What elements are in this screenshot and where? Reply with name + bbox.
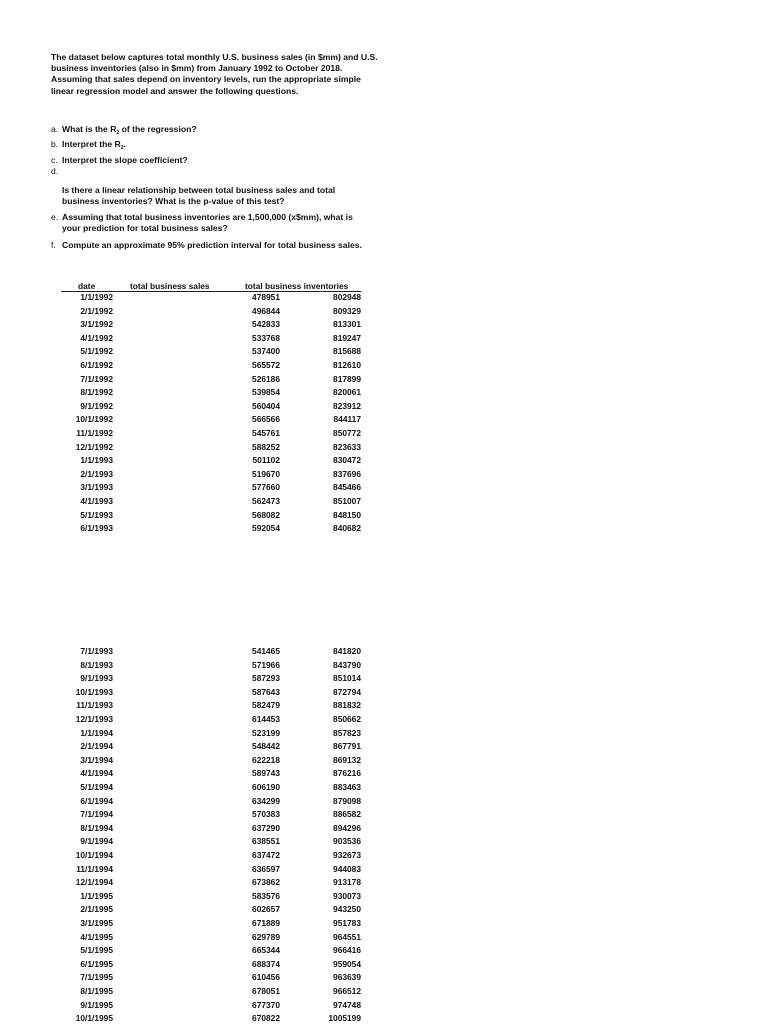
cell-date: 4/1/1995 [80, 931, 113, 942]
cell-date: 8/1/1995 [80, 986, 113, 996]
cell-inventories: 841820 [333, 646, 361, 656]
table-row [51, 305, 361, 319]
table-row [51, 795, 361, 809]
cell-date: 12/1/1992 [75, 441, 113, 452]
cell-inventories: 963639 [333, 972, 361, 983]
cell-inventories: 809329 [333, 305, 361, 316]
table-row [51, 890, 361, 904]
table-row [51, 659, 361, 673]
cell-sales: 665344 [252, 945, 280, 956]
cell-sales: 560404 [252, 400, 280, 411]
cell-sales: 478951 [252, 292, 280, 302]
question-text-main: Is there a linear relationship between total business sales and total business inventories? What is the p-value of this test? [62, 185, 336, 206]
cell-inventories: 951783 [333, 918, 361, 928]
cell-date: 6/1/1995 [80, 958, 113, 969]
cell-date: 3/1/1993 [80, 482, 113, 493]
table-row [51, 318, 361, 332]
cell-inventories: 857823 [333, 727, 361, 738]
question-text [62, 240, 372, 255]
question-subscript: 2 [116, 130, 120, 136]
cell-sales: 565572 [252, 360, 280, 370]
cell-inventories: 843790 [333, 659, 361, 670]
table-row [51, 345, 361, 359]
cell-inventories: 903536 [333, 836, 361, 847]
table-row [51, 999, 361, 1013]
cell-date: 5/1/1993 [80, 509, 113, 520]
cell-sales: 636597 [252, 863, 280, 874]
question-text [62, 212, 372, 238]
cell-inventories: 823912 [333, 400, 361, 411]
question-text [62, 124, 372, 139]
cell-sales: 589743 [252, 768, 280, 779]
cell-date: 2/1/1993 [80, 468, 113, 479]
cell-date: 2/1/1992 [80, 305, 113, 316]
cell-date: 2/1/1995 [80, 904, 113, 915]
cell-inventories: 845466 [333, 482, 361, 493]
table-row [51, 822, 361, 836]
cell-date: 3/1/1994 [80, 754, 113, 765]
cell-date: 12/1/1994 [75, 877, 113, 888]
cell-sales: 638551 [252, 836, 280, 847]
table-row [51, 727, 361, 741]
cell-sales: 542833 [252, 319, 280, 330]
cell-date: 10/1/1994 [75, 850, 113, 860]
cell-date: 6/1/1992 [80, 360, 113, 370]
cell-date: 5/1/1995 [80, 945, 113, 956]
table-row [51, 400, 361, 414]
cell-date: 10/1/1992 [75, 414, 113, 425]
cell-sales: 629789 [252, 931, 280, 942]
table-row [51, 645, 361, 659]
cell-sales: 526186 [252, 373, 280, 384]
cell-date: 8/1/1993 [80, 659, 113, 670]
cell-sales: 587643 [252, 686, 280, 697]
table-row [51, 699, 361, 713]
cell-sales: 606190 [252, 782, 280, 792]
table-row [51, 876, 361, 890]
cell-sales: 588252 [252, 441, 280, 452]
cell-sales: 583576 [252, 890, 280, 901]
table-row [51, 359, 361, 373]
cell-date: 8/1/1992 [80, 387, 113, 398]
question-text-tail: . [123, 139, 126, 149]
cell-inventories: 876216 [333, 768, 361, 779]
table-row [51, 958, 361, 972]
table-row [51, 944, 361, 958]
cell-date: 6/1/1993 [80, 523, 113, 534]
cell-date: 1/1/1995 [80, 890, 113, 901]
table-row [51, 971, 361, 985]
cell-date: 6/1/1994 [80, 795, 113, 806]
cell-date: 5/1/1994 [80, 782, 113, 792]
cell-inventories: 869132 [333, 754, 361, 765]
cell-sales: 634299 [252, 795, 280, 806]
cell-inventories: 820061 [333, 387, 361, 398]
table-row [51, 672, 361, 686]
question-letter: f. [51, 240, 56, 250]
question-text-main: Interpret the slope coefficient? [62, 155, 188, 165]
table-row [51, 481, 361, 495]
table-row [51, 740, 361, 754]
cell-sales: 637472 [252, 850, 280, 860]
table-row [51, 509, 361, 523]
cell-date: 10/1/1993 [75, 686, 113, 697]
table-row [51, 522, 361, 536]
question-text [62, 139, 372, 154]
cell-inventories: 944083 [333, 863, 361, 874]
cell-inventories: 815688 [333, 346, 361, 357]
header-sales: total business sales [130, 281, 210, 291]
cell-sales: 670822 [252, 1013, 280, 1024]
problem-intro: The dataset below captures total monthly U.S. business sales (in $mm) and U.S. business inventories (also in $mm) from January 1992 to October 2018. Assuming that sales depend on inventory levels, run the appropriate simple linear regression model and answer the following questions. [51, 52, 378, 96]
cell-inventories: 879098 [333, 795, 361, 806]
header-inventories: total business inventories [245, 281, 349, 291]
cell-date: 10/1/1995 [75, 1013, 113, 1024]
cell-inventories: 930073 [333, 890, 361, 901]
table-row [51, 686, 361, 700]
cell-date: 1/1/1993 [80, 455, 113, 466]
cell-inventories: 837696 [333, 468, 361, 479]
table-row [51, 373, 361, 387]
cell-inventories: 823633 [333, 441, 361, 452]
header-date: date [78, 281, 96, 291]
cell-sales: 496844 [252, 305, 280, 316]
cell-date: 4/1/1994 [80, 768, 113, 779]
cell-inventories: 867791 [333, 741, 361, 752]
table-row [51, 291, 361, 305]
cell-sales: 671889 [252, 918, 280, 928]
cell-date: 8/1/1994 [80, 822, 113, 833]
cell-inventories: 932673 [333, 850, 361, 860]
question-text-tail: of the regression? [119, 124, 197, 134]
cell-sales: 539854 [252, 387, 280, 398]
cell-inventories: 840682 [333, 523, 361, 534]
question-letter: d. [51, 166, 59, 176]
cell-sales: 523199 [252, 727, 280, 738]
question-text [62, 155, 372, 170]
table-row [51, 427, 361, 441]
question-text [62, 185, 372, 211]
question-letter: a. [51, 124, 59, 134]
table-row [51, 454, 361, 468]
cell-sales: 519670 [252, 468, 280, 479]
cell-sales: 571966 [252, 659, 280, 670]
cell-date: 3/1/1995 [80, 918, 113, 928]
cell-inventories: 851014 [333, 673, 361, 684]
cell-date: 12/1/1993 [75, 714, 113, 724]
table-row [51, 917, 361, 931]
cell-date: 7/1/1995 [80, 972, 113, 983]
cell-date: 2/1/1994 [80, 741, 113, 752]
cell-sales: 614453 [252, 714, 280, 724]
cell-inventories: 883463 [333, 782, 361, 792]
cell-sales: 688374 [252, 958, 280, 969]
table-row [51, 903, 361, 917]
question-text-main: Interpret the R [62, 139, 121, 149]
cell-inventories: 964551 [333, 931, 361, 942]
cell-inventories: 850772 [333, 428, 361, 438]
cell-inventories: 844117 [333, 414, 361, 425]
table-row [51, 808, 361, 822]
table-row [51, 835, 361, 849]
cell-inventories: 850662 [333, 714, 361, 724]
question-text-main: What is the R [62, 124, 117, 134]
cell-sales: 541465 [252, 646, 280, 656]
question-text-main: Assuming that total business inventories are 1,500,000 (x$mm), what is your prediction for total business sales? [62, 212, 353, 233]
cell-inventories: 913178 [333, 877, 361, 888]
cell-date: 11/1/1994 [76, 863, 113, 874]
cell-date: 3/1/1992 [80, 319, 113, 330]
question-subscript: 2 [120, 145, 124, 151]
cell-inventories: 848150 [333, 509, 361, 520]
cell-sales: 545761 [252, 428, 280, 438]
cell-inventories: 819247 [333, 332, 361, 343]
cell-sales: 610456 [252, 972, 280, 983]
table-row [51, 413, 361, 427]
cell-inventories: 974748 [333, 999, 361, 1010]
cell-date: 9/1/1995 [80, 999, 113, 1010]
cell-sales: 568082 [252, 509, 280, 520]
cell-inventories: 802948 [333, 292, 361, 302]
table-row [51, 767, 361, 781]
table-row [51, 468, 361, 482]
cell-date: 5/1/1992 [80, 346, 113, 357]
cell-sales: 622218 [252, 754, 280, 765]
cell-date: 1/1/1992 [80, 292, 113, 302]
table-row [51, 863, 361, 877]
cell-sales: 562473 [252, 496, 280, 506]
question-letter: e. [51, 212, 59, 222]
cell-inventories: 894296 [333, 822, 361, 833]
cell-date: 9/1/1994 [80, 836, 113, 847]
cell-sales: 533768 [252, 332, 280, 343]
cell-sales: 566566 [252, 414, 280, 425]
cell-inventories: 851007 [333, 496, 361, 506]
cell-sales: 677370 [252, 999, 280, 1010]
table-row [51, 985, 361, 999]
table-row [51, 386, 361, 400]
table-row [51, 849, 361, 863]
table-row [51, 754, 361, 768]
cell-sales: 577660 [252, 482, 280, 493]
cell-date: 9/1/1993 [80, 673, 113, 684]
table-row [51, 495, 361, 509]
cell-date: 4/1/1992 [80, 332, 113, 343]
cell-inventories: 872794 [333, 686, 361, 697]
cell-sales: 501102 [252, 455, 280, 466]
cell-sales: 673862 [252, 877, 280, 888]
table-row [51, 332, 361, 346]
cell-sales: 570383 [252, 809, 280, 820]
cell-inventories: 966416 [333, 945, 361, 956]
cell-date: 7/1/1992 [80, 373, 113, 384]
cell-sales: 602657 [252, 904, 280, 915]
cell-sales: 537400 [252, 346, 280, 357]
table-row [51, 781, 361, 795]
cell-sales: 592054 [252, 523, 280, 534]
cell-inventories: 959054 [333, 958, 361, 969]
cell-inventories: 830472 [333, 455, 361, 466]
question-text-main: Compute an approximate 95% prediction interval for total business sales. [62, 240, 362, 250]
cell-date: 1/1/1994 [80, 727, 113, 738]
cell-sales: 637290 [252, 822, 280, 833]
cell-inventories: 886582 [333, 809, 361, 820]
cell-inventories: 817899 [333, 373, 361, 384]
cell-inventories: 943250 [333, 904, 361, 915]
cell-date: 7/1/1993 [80, 646, 113, 656]
table-row [51, 441, 361, 455]
cell-inventories: 812610 [333, 360, 361, 370]
cell-sales: 678051 [252, 986, 280, 996]
cell-date: 7/1/1994 [80, 809, 113, 820]
cell-inventories: 813301 [333, 319, 361, 330]
cell-inventories: 1005199 [328, 1013, 361, 1024]
question-letter: b. [51, 139, 59, 149]
cell-sales: 548442 [252, 741, 280, 752]
cell-date: 11/1/1992 [76, 428, 113, 438]
cell-date: 9/1/1992 [80, 400, 113, 411]
cell-date: 4/1/1993 [80, 496, 113, 506]
table-row [51, 931, 361, 945]
table-row [51, 713, 361, 727]
cell-inventories: 881832 [333, 700, 361, 711]
cell-sales: 587293 [252, 673, 280, 684]
question-letter: c. [51, 155, 58, 165]
cell-sales: 582479 [252, 700, 280, 711]
cell-inventories: 966512 [333, 986, 361, 996]
cell-date: 11/1/1993 [76, 700, 113, 711]
